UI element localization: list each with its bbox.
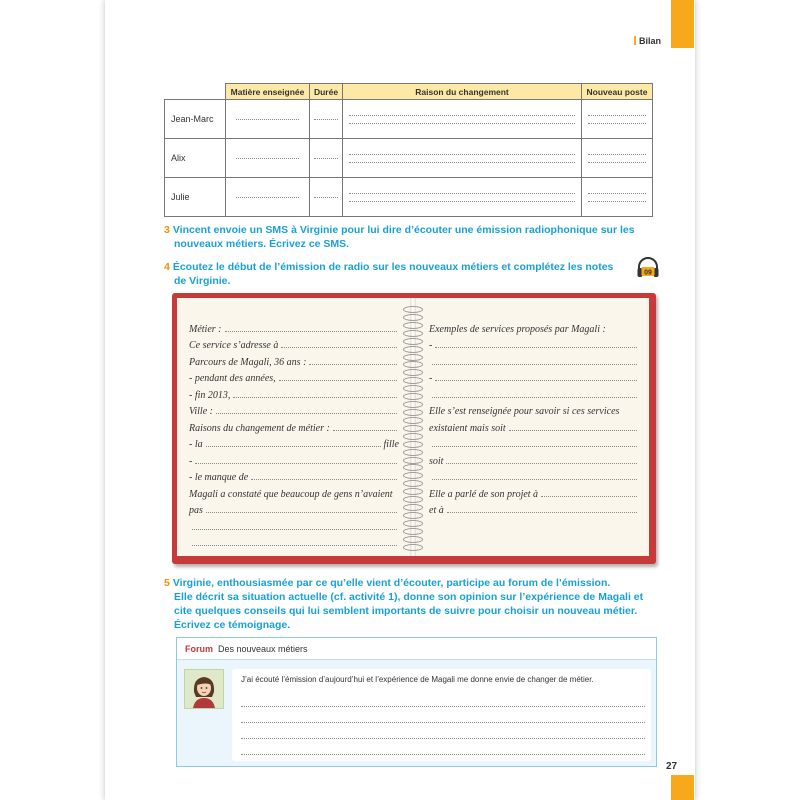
answer-line[interactable] <box>309 364 397 365</box>
answer-line[interactable] <box>349 154 575 155</box>
exercise-text: cite quelques conseils qui lui semblent importants de suivre pour choisir un nouveau métier. <box>174 605 638 617</box>
forum-header <box>177 638 656 660</box>
answer-line[interactable] <box>314 158 338 159</box>
answer-line[interactable] <box>251 479 397 480</box>
answer-line[interactable] <box>435 347 637 348</box>
notebook-right-page: Exemples de services proposés par Magali : - - Elle s’est renseignée pour savoir si ces services existaient mais soit soit Elle a parlé de son projet à et à <box>429 318 639 516</box>
answer-line[interactable] <box>349 115 575 116</box>
column-header: Nouveau poste <box>582 84 653 100</box>
forum-message-box[interactable] <box>232 669 651 761</box>
column-header: Matière enseignée <box>226 84 310 100</box>
answer-line[interactable] <box>206 446 382 447</box>
woman-avatar-icon <box>185 670 223 708</box>
forum-title: Des nouveaux métiers <box>218 643 308 654</box>
row-name: Julie <box>165 178 226 217</box>
answer-line[interactable] <box>314 119 338 120</box>
exercise-text: nouveaux métiers. Écrivez ce SMS. <box>174 238 350 250</box>
notebook-paper <box>177 298 649 556</box>
exercise-text: Elle décrit sa situation actuelle (cf. activité 1), donne son opinion sur l’expérience de Magali et <box>174 591 644 603</box>
exercise-text: Vincent envoie un SMS à Virginie pour lui dire d’écouter une émission radiophonique sur les <box>172 224 635 236</box>
exercise-number: 3 <box>164 224 170 236</box>
answer-line[interactable] <box>435 380 637 381</box>
answer-line[interactable] <box>349 193 575 194</box>
track-number: 09 <box>644 269 652 277</box>
answer-line[interactable] <box>432 397 637 398</box>
answer-line[interactable] <box>206 512 397 513</box>
answer-line[interactable] <box>588 115 646 116</box>
answer-line[interactable] <box>279 380 397 381</box>
column-header: Durée <box>310 84 343 100</box>
exercise-number: 4 <box>164 261 170 273</box>
answer-line[interactable] <box>241 691 645 707</box>
page-number: 27 <box>666 761 678 772</box>
column-header: Raison du changement <box>343 84 582 100</box>
orange-tab-bottom <box>671 775 694 800</box>
answer-line[interactable] <box>241 723 645 739</box>
table-row <box>165 139 653 178</box>
exercise-text: Écoutez le début de l’émission de radio sur les nouveaux métiers et complétez les notes <box>172 261 614 273</box>
notebook-left-page: Métier : Ce service s’adresse à Parcours de Magali, 36 ans : - pendant des années, - fin 2013, Ville : Raisons du changement de métier : - la fille - - le manque de Magali a constaté que beaucoup de gens n’avaient pas <box>189 318 399 549</box>
section-label: Bilan <box>634 36 661 46</box>
row-name: Alix <box>165 139 226 178</box>
exercise-text: Virginie, enthousiasmée par ce qu’elle vient d’écouter, participe au forum de l’émission. <box>172 577 611 589</box>
exercise-number: 5 <box>164 577 170 589</box>
answer-line[interactable] <box>192 529 397 530</box>
table-row <box>165 100 653 139</box>
answer-line[interactable] <box>509 430 637 431</box>
answer-line[interactable] <box>447 512 637 513</box>
exercise-text: Écrivez ce témoignage. <box>174 619 291 631</box>
answer-line[interactable] <box>349 162 575 163</box>
table-row <box>165 178 653 217</box>
answer-line[interactable] <box>236 119 299 120</box>
answer-line[interactable] <box>588 201 646 202</box>
exercise-4 <box>164 260 613 288</box>
answer-line[interactable] <box>236 158 299 159</box>
answer-line[interactable] <box>541 496 637 497</box>
answer-line[interactable] <box>588 162 646 163</box>
exercise-text: de Virginie. <box>174 275 231 287</box>
answer-line[interactable] <box>281 347 397 348</box>
row-name: Jean-Marc <box>165 100 226 139</box>
notebook <box>172 293 656 564</box>
exercise-3 <box>164 223 635 251</box>
answer-line[interactable] <box>192 545 397 546</box>
exercise-5 <box>164 576 643 632</box>
answer-line[interactable] <box>432 479 637 480</box>
answer-line[interactable] <box>446 463 637 464</box>
orange-tab-top <box>671 0 694 48</box>
avatar <box>184 669 224 709</box>
answer-line[interactable] <box>195 463 397 464</box>
answer-line[interactable] <box>216 413 397 414</box>
answer-line[interactable] <box>349 201 575 202</box>
answer-line[interactable] <box>432 446 637 447</box>
spiral-binding <box>403 306 425 551</box>
answer-line[interactable] <box>233 397 397 398</box>
answer-line[interactable] <box>588 123 646 124</box>
forum-box <box>176 637 657 767</box>
forum-label: Forum <box>185 643 213 654</box>
answer-line[interactable] <box>432 364 637 365</box>
table-header-row <box>165 84 653 100</box>
answer-line[interactable] <box>333 430 397 431</box>
comparison-table <box>164 83 653 217</box>
answer-line[interactable] <box>225 331 398 332</box>
answer-line[interactable] <box>236 197 299 198</box>
answer-line[interactable] <box>588 193 646 194</box>
headphones-icon[interactable] <box>636 256 660 280</box>
answer-line[interactable] <box>588 154 646 155</box>
answer-line[interactable] <box>241 739 645 755</box>
answer-line[interactable] <box>314 197 338 198</box>
answer-line[interactable] <box>241 707 645 723</box>
answer-line[interactable] <box>349 123 575 124</box>
forum-message: J’ai écouté l’émission d’aujourd’hui et l’expérience de Magali me donne envie de changer de métier. <box>241 675 594 684</box>
